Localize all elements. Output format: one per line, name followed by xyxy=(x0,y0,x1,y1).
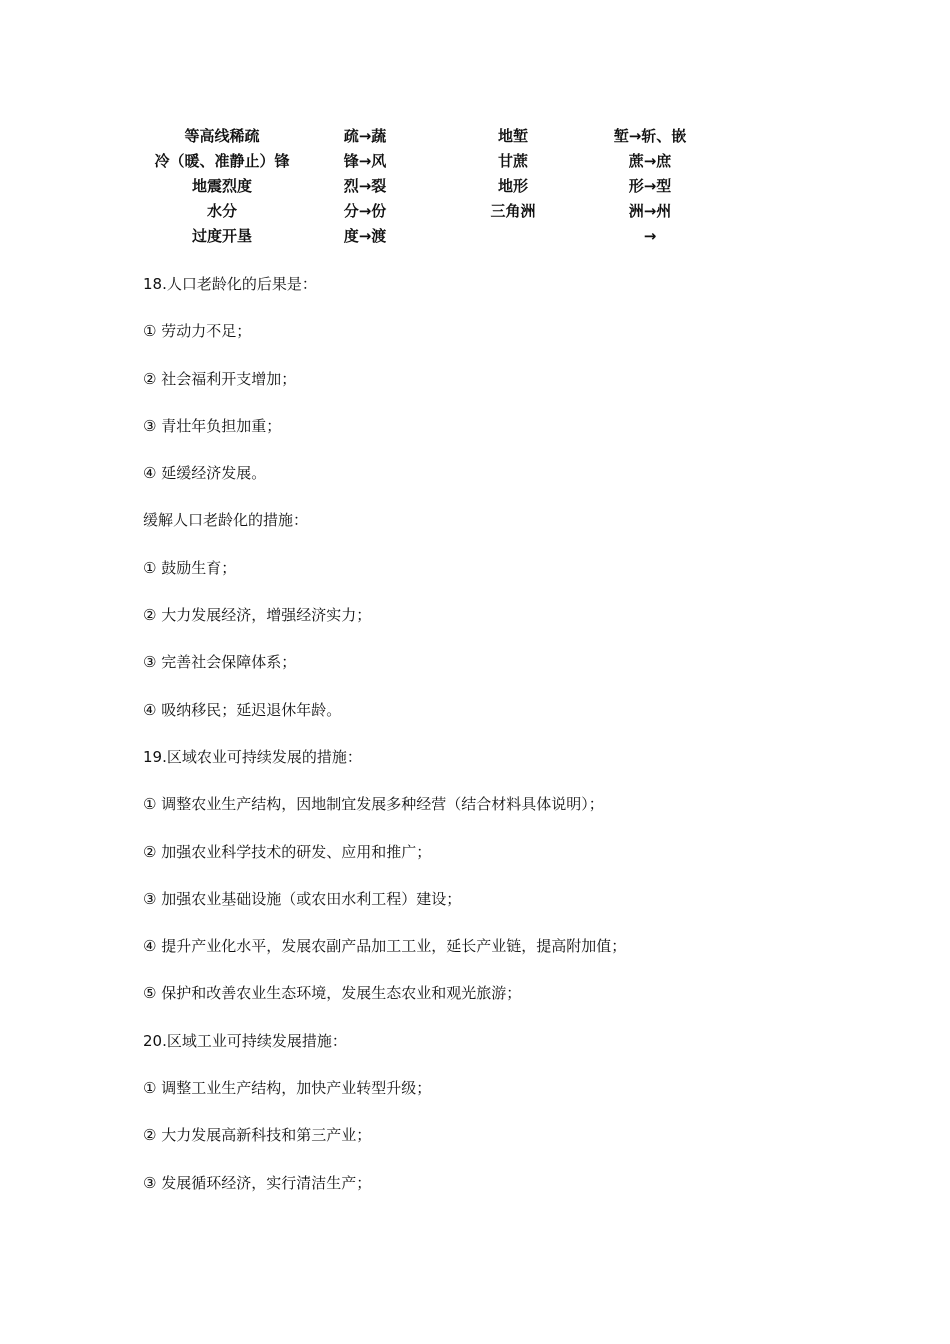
table-row xyxy=(140,149,720,174)
correct-term: 冷（暖、准静止）锋 xyxy=(154,152,290,170)
section-heading-18: 18.人口老龄化的后果是： xyxy=(143,275,317,293)
correct-term: 甘蔗 xyxy=(497,152,528,170)
list-item: ④ 延缓经济发展。 xyxy=(143,464,267,483)
list-item: ② 加强农业科学技术的研发、应用和推广； xyxy=(143,842,432,861)
table-row xyxy=(140,174,720,199)
typo-correction: 锋→风 xyxy=(343,152,387,170)
list-item: ③ 加强农业基础设施（或农田水利工程）建设； xyxy=(143,889,462,908)
section-heading-20: 20.区域工业可持续发展措施： xyxy=(143,1031,347,1050)
typo-correction: 形→型 xyxy=(628,177,672,195)
typo-correction-table xyxy=(140,124,720,249)
subsection-heading: 缓解人口老龄化的措施： xyxy=(143,511,309,530)
table-row xyxy=(140,199,720,224)
list-item: ② 社会福利开支增加； xyxy=(143,369,297,388)
typo-correction: 疏→蔬 xyxy=(343,127,387,145)
list-item: ② 大力发展经济，增强经济实力； xyxy=(143,606,372,625)
typo-correction: 洲→州 xyxy=(628,202,672,220)
correct-term: 三角洲 xyxy=(490,202,536,220)
correct-term: 等高线稀疏 xyxy=(184,127,260,145)
correct-term: 地堑 xyxy=(497,127,528,145)
list-item: ⑤ 保护和改善农业生态环境，发展生态农业和观光旅游； xyxy=(143,984,522,1003)
correct-term: 水分 xyxy=(206,202,237,220)
list-item: ④ 提升产业化水平，发展农副产品加工工业，延长产业链，提高附加值； xyxy=(143,937,627,956)
typo-correction: 烈→裂 xyxy=(343,177,387,195)
typo-correction: 分→份 xyxy=(343,202,387,220)
list-item: ① 调整工业生产结构，加快产业转型升级； xyxy=(143,1079,432,1098)
list-item: ① 调整农业生产结构，因地制宜发展多种经营（结合材料具体说明）； xyxy=(143,795,604,814)
list-item: ④ 吸纳移民；延迟退休年龄。 xyxy=(143,700,342,719)
list-item: ① 鼓励生育； xyxy=(143,558,237,577)
typo-correction: 蔗→庶 xyxy=(628,152,672,170)
typo-correction: 度→渡 xyxy=(343,227,387,245)
list-item: ③ 完善社会保障体系； xyxy=(143,653,297,672)
correct-term: 地震烈度 xyxy=(191,177,252,195)
typo-correction: 堑→斩、嵌 xyxy=(613,127,687,145)
section-heading-19: 19.区域农业可持续发展的措施： xyxy=(143,747,362,766)
document-body xyxy=(143,270,843,1216)
table-row xyxy=(140,124,720,149)
correct-term: 过度开垦 xyxy=(191,227,252,245)
list-item: ③ 发展循环经济，实行清洁生产； xyxy=(143,1173,372,1192)
table-row xyxy=(140,224,720,249)
typo-correction: → xyxy=(643,227,657,245)
list-item: ② 大力发展高新科技和第三产业； xyxy=(143,1126,372,1145)
list-item: ① 劳动力不足； xyxy=(143,322,252,341)
correct-term: 地形 xyxy=(497,177,528,195)
list-item: ③ 青壮年负担加重； xyxy=(143,416,282,435)
